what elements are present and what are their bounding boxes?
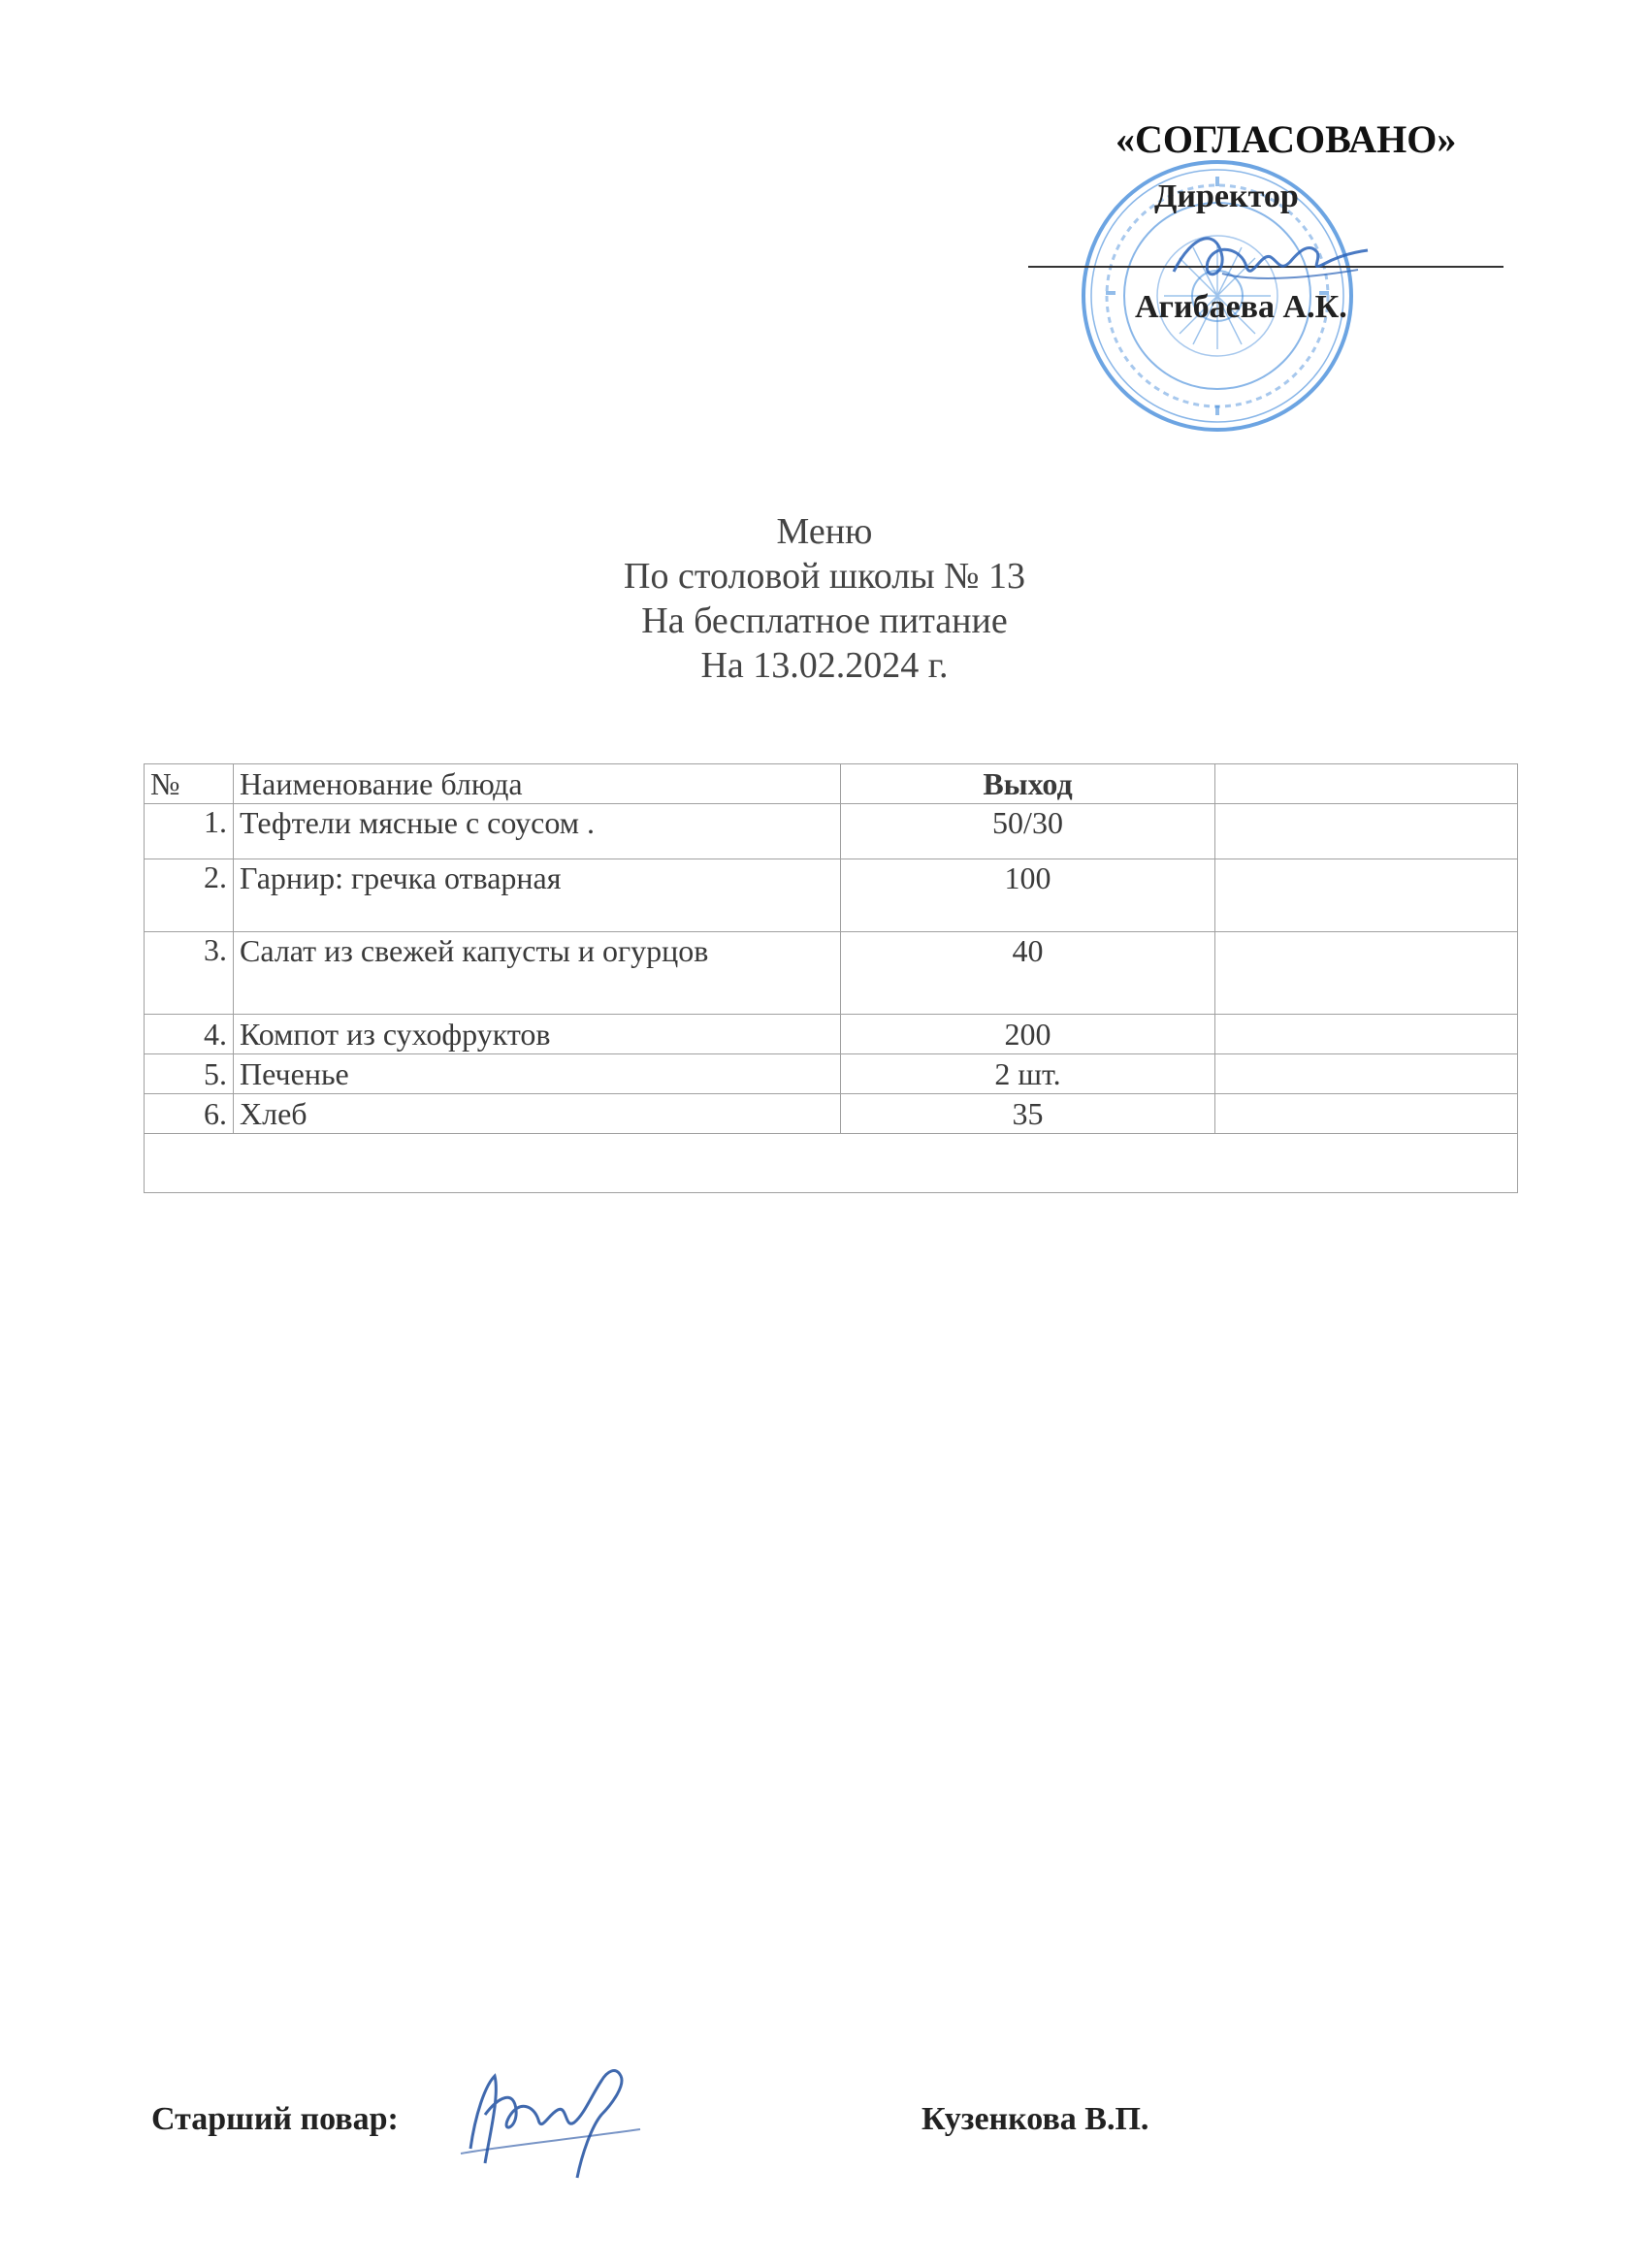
table-row <box>145 804 1518 859</box>
empty-cell <box>145 1134 1518 1193</box>
row-extra <box>1215 1094 1518 1134</box>
cook-signature <box>456 2057 650 2183</box>
header-yield: Выход <box>841 764 1215 804</box>
director-name: Агибаева А.К. <box>1135 289 1347 325</box>
table-empty-row <box>145 1134 1518 1193</box>
row-num: 6. <box>145 1094 234 1134</box>
row-dish-name: Салат из свежей капусты и огурцов <box>234 932 841 1015</box>
menu-table <box>144 763 1518 1193</box>
header-dish-name: Наименование блюда <box>234 764 841 804</box>
table-row <box>145 1054 1518 1094</box>
heading-meal-type: На бесплатное питание <box>641 600 1008 641</box>
row-dish-name: Печенье <box>234 1054 841 1094</box>
row-dish-name: Гарнир: гречка отварная <box>234 859 841 932</box>
header-extra <box>1215 764 1518 804</box>
row-num: 1. <box>145 804 234 859</box>
row-yield: 40 <box>841 932 1215 1015</box>
row-dish-name: Компот из сухофруктов <box>234 1015 841 1054</box>
row-extra <box>1215 804 1518 859</box>
row-yield: 100 <box>841 859 1215 932</box>
row-yield: 50/30 <box>841 804 1215 859</box>
approval-block <box>1028 107 1504 427</box>
heading-date: На 13.02.2024 г. <box>700 645 949 686</box>
heading-school: По столовой школы № 13 <box>624 556 1025 597</box>
table-row <box>145 1094 1518 1134</box>
row-yield: 200 <box>841 1015 1215 1054</box>
row-extra <box>1215 1015 1518 1054</box>
header-num: № <box>145 764 234 804</box>
row-num: 3. <box>145 932 234 1015</box>
row-num: 2. <box>145 859 234 932</box>
row-dish-name: Хлеб <box>234 1094 841 1134</box>
approval-title: «СОГЛАСОВАНО» <box>1116 117 1457 161</box>
document-heading <box>0 509 1649 688</box>
footer-signature-block <box>0 2095 1649 2192</box>
table-row <box>145 859 1518 932</box>
table-row <box>145 1015 1518 1054</box>
senior-cook-name: Кузенкова В.П. <box>922 2101 1149 2137</box>
row-extra <box>1215 859 1518 932</box>
table-row <box>145 932 1518 1015</box>
row-num: 5. <box>145 1054 234 1094</box>
table-header-row <box>145 764 1518 804</box>
row-num: 4. <box>145 1015 234 1054</box>
row-yield: 35 <box>841 1094 1215 1134</box>
director-signature <box>1164 213 1377 301</box>
row-yield: 2 шт. <box>841 1054 1215 1094</box>
senior-cook-label: Старший повар: <box>151 2101 399 2137</box>
row-extra <box>1215 932 1518 1015</box>
row-dish-name: Тефтели мясные с соусом . <box>234 804 841 859</box>
row-extra <box>1215 1054 1518 1094</box>
approval-role: Директор <box>1154 178 1299 214</box>
heading-menu: Меню <box>776 511 873 552</box>
